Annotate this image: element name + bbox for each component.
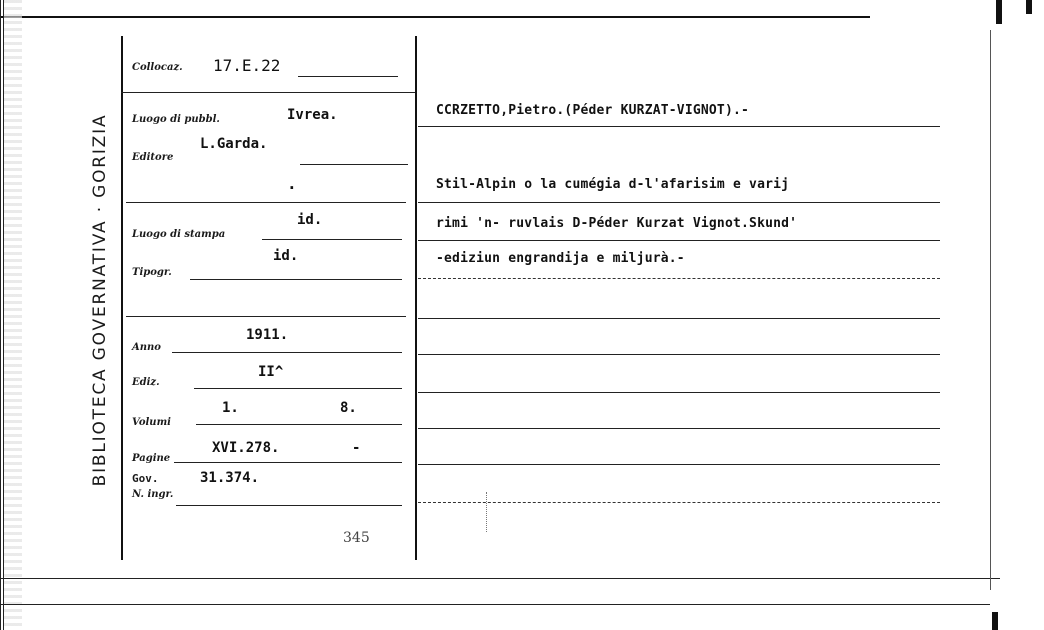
anno-line	[172, 352, 402, 353]
collocaz-line	[298, 76, 398, 77]
ediz-label: Ediz.	[132, 377, 160, 388]
title-rule-2	[418, 240, 940, 241]
n-ingr-line	[176, 505, 402, 506]
pencil-mark	[486, 492, 489, 532]
volumi-line	[196, 424, 402, 425]
pagine-value: XVI.278.	[212, 440, 280, 456]
rule-5	[418, 354, 940, 355]
collocaz-label: Collocaz.	[132, 62, 183, 73]
author-rule	[418, 126, 940, 127]
library-title: BIBLIOTECA GOVERNATIVA · GORIZIA	[90, 113, 110, 487]
rule-3	[418, 278, 940, 279]
tipogr-label: Tipogr.	[132, 267, 172, 278]
n-ingr-label: N. ingr.	[132, 489, 174, 500]
collocaz-value: 17.E.22	[213, 56, 281, 75]
bottom-border-2	[0, 604, 990, 605]
middle-column-rule	[415, 36, 417, 560]
rule-4	[418, 318, 940, 319]
pagine-label: Pagine	[132, 453, 171, 464]
dot-mark: ·	[287, 178, 297, 197]
rule-6	[418, 392, 940, 393]
left-edge-noise	[4, 0, 22, 630]
pagine-line	[174, 462, 402, 463]
header-rule	[121, 92, 415, 93]
tipogr-line	[190, 279, 402, 280]
author-heading: CCRZETTO,Pietro.(Péder KURZAT-VIGNOT).-	[436, 103, 750, 118]
luogo-stampa-line	[262, 239, 402, 240]
ediz-line	[194, 388, 402, 389]
tipogr-value: id.	[273, 248, 299, 264]
gov-value: 31.374.	[200, 470, 260, 486]
editore-label: Editore	[132, 152, 174, 163]
luogo-pubbl-value: Ivrea.	[287, 107, 338, 123]
rule-8	[418, 464, 940, 465]
title-line-1: Stil-Alpin o la cumégia d-l'afarisim e varij	[436, 177, 790, 192]
rule-9	[418, 502, 940, 503]
ediz-value: II^	[258, 364, 284, 380]
anno-label: Anno	[132, 342, 161, 353]
handwritten-number: 345	[343, 530, 370, 546]
volumi-extra: 8.	[340, 400, 357, 416]
luogo-stampa-label: Luogo di stampa	[132, 229, 226, 240]
editore-value: L.Garda.	[200, 136, 268, 152]
right-border	[990, 30, 991, 590]
title-line-3: -ediziun engrandija e miljurà.-	[436, 251, 685, 266]
top-border	[0, 16, 870, 18]
luogo-stampa-value: id.	[297, 212, 323, 228]
tipogr-line-2	[126, 316, 406, 317]
right-edge-mark-3	[992, 612, 998, 630]
volumi-value: 1.	[222, 400, 239, 416]
pagine-extra: -	[352, 440, 361, 456]
editore-line	[300, 164, 408, 165]
gov-label: Gov.	[132, 472, 159, 485]
title-rule-1	[418, 202, 940, 203]
rule-7	[418, 428, 940, 429]
anno-value: 1911.	[246, 327, 289, 343]
title-line-2: rimi 'n- ruvlais D-Péder Kurzat Vignot.Skund'	[436, 216, 798, 231]
editore-line-2	[126, 202, 406, 203]
bottom-border	[0, 578, 1000, 579]
luogo-pubbl-label: Luogo di pubbl.	[132, 114, 220, 125]
right-edge-mark-2	[1026, 0, 1032, 14]
left-column-rule	[121, 36, 123, 560]
right-edge-mark	[996, 0, 1002, 24]
volumi-label: Volumi	[132, 417, 171, 428]
